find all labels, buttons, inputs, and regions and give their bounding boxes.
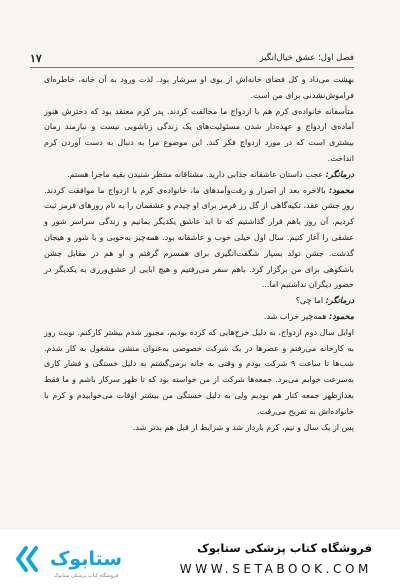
running-header <box>30 50 354 66</box>
chapter-title: فصل اول؛ عشق خیال‌انگیز <box>259 53 354 63</box>
dialogue-text: اما چی؟ <box>295 296 324 306</box>
body-text <box>44 72 354 435</box>
setabook-logo <box>12 538 132 580</box>
dialogue-text: همه‌چیز خراب شد. <box>263 311 327 321</box>
store-name: فروشگاه کتاب پزشکی ستابوک <box>197 541 372 555</box>
header-divider <box>30 67 354 68</box>
store-url[interactable]: WWW.SETABOOK.COM <box>179 562 372 576</box>
paragraph-text: پس از یک سال و نیم، کرم باردار شد و شرایط از قبل هم بدتر شد. <box>132 422 354 432</box>
dialogue-text: عجب داستان عاشقانه جذابی دارید. مشتاقانه منتظر شنیدن بقیه ماجرا هستم. <box>67 169 324 179</box>
logo-tagline: فروشگاه کتاب پزشکی ستابوک <box>53 573 119 579</box>
speaker-label: محمود: <box>329 185 355 195</box>
paragraph <box>44 325 354 420</box>
publisher-footer <box>0 530 400 587</box>
logo-chevron-outer <box>18 548 26 570</box>
paragraph-text: متأسفانه خانواده‌ی کرم هم با ازدواج ما مخالفت کردند. پدر کرم معتقد بود که دخترش هنوز آماده‌ی ازدواج و عهده‌دار شدن مسئولیت‌های یک زندگی زناشویی نیست و نیازمند زمان بیشتری است که در مورد ازدواج فکر کند. این موضوع مرا به دنبال به دست آوردن کرم انداخت. <box>44 106 354 163</box>
paragraph-text: اوایل سال دوم ازدواج، به دلیل خرج‌هایی که کرده بودیم، مجبور شدم بیشتر کارکنم. نوبت روز به کارخانه می‌رفتم و عصرها در یک شرکت خصوصی به‌عنوان منشی مشغول به کار شدم. شب‌ها تا ساعت ۹ شرکت بودم و وقتی به خانه برمی‌گشتم به دلیل خستگی و فشار کاری به‌سرعت خوابم می‌برد. جمعه‌ها شرکت از من خواسته بود که تا ظهر سرکار باشم و ما فقط بعدازظهر جمعه کنار هم بودیم ولی به دلیل خستگی من بیشتر اوقات می‌خوابیدم و کرم با خانواده‌اش به تفریح می‌رفت. <box>44 327 354 416</box>
dialogue-line <box>44 183 354 294</box>
paragraph <box>44 104 354 167</box>
page-number: ۱۷ <box>30 51 42 65</box>
speaker-label: درمانگر: <box>325 169 354 179</box>
dialogue-text: بالاخره بعد از اصرار و رفت‌وآمدهای ما، خانواده‌ی کرم با ازدواج ما موافقت کردند. روز جشن عقد، تکیه‌گاهی از گل رز قرمز برای او چیدم و عشقمان را به نام روزهای قرمز ثبت کردیم. آن روز باهم قرار گذاشتیم که تا ابد عاشق یکدیگر بمانیم و زندگی سراسر شور و عشقی را آغاز کنیم. سال اول خیلی خوب و عاشقانه بود. همه‌چیز به‌خوبی و با شور و هیجان گذشت. جشن تولد بسیار شگفت‌انگیزی برای همسرم گرفتم و او هم در مقابل جشن باشکوهی برای من برگزار کرد. باهم سفر می‌رفتیم و هیچ ابایی از عشق‌ورزی به یکدیگر در حضور دیگران نداشتیم اما... <box>44 185 354 290</box>
logo-chevron-inner <box>28 548 36 570</box>
logo-wordmark: ستابوک <box>49 548 123 570</box>
dialogue-line <box>44 309 354 325</box>
paragraph <box>44 420 354 436</box>
dialogue-line <box>44 293 354 309</box>
speaker-label: درمانگر: <box>325 296 354 306</box>
speaker-label: محمود: <box>329 311 354 321</box>
dialogue-line <box>44 167 354 183</box>
paragraph <box>44 72 354 104</box>
paragraph-text: بهشت می‌داد و کل فضای خانه‌اش از بوی او سرشار بود. لذت ورود به آن خانه، خاطره‌ای فراموش‌نشدنی برای من است. <box>44 75 354 100</box>
